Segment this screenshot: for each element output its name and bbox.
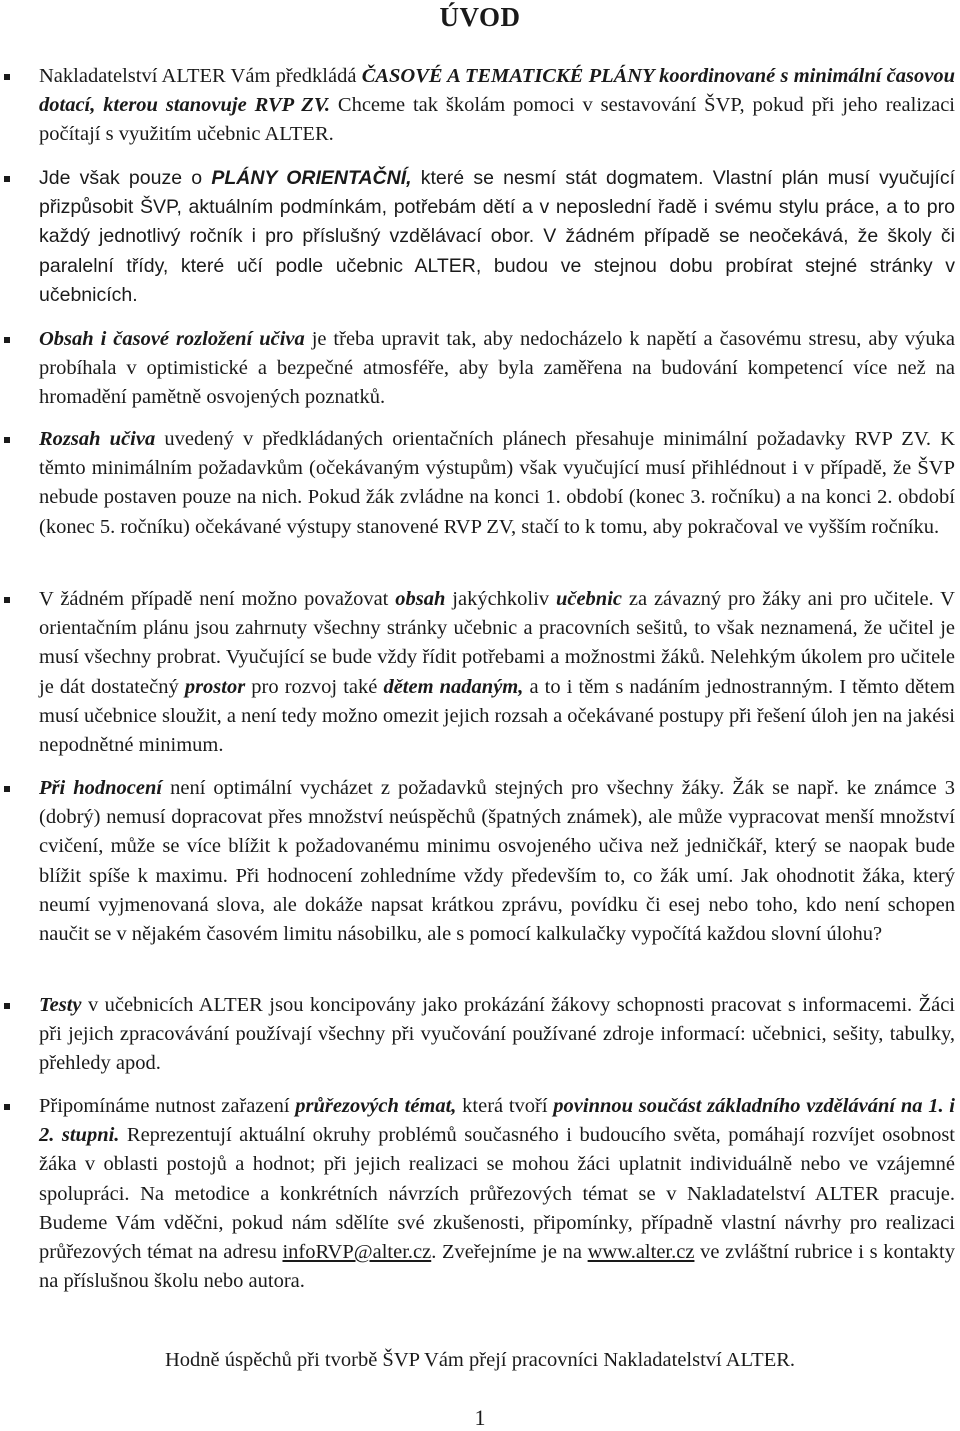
bullet-paragraph xyxy=(39,991,955,1079)
bullet-paragraph xyxy=(39,425,955,542)
text-segment: . Zveřejníme je na xyxy=(431,1241,588,1264)
text-segment: ve zvláštní rubrice i s kontakty na příslušnou školu nebo autora. xyxy=(39,1241,955,1293)
paragraph-text xyxy=(39,164,955,310)
emphasis-text: dětem nadaným, xyxy=(383,675,524,698)
link[interactable]: infoRVP@alter.cz xyxy=(282,1241,432,1264)
text-segment: jakýchkoliv xyxy=(445,588,556,610)
text-segment: které se nesmí stát dogmatem. Vlastní plán musí vyučující přizpůsobit ŠVP, aktuálním podmínkám, potřebám dětí a v neposlední řadě i svému stylu práce, a to pro každý jednotlivý ročník i pro příslušný vzdělávací obor. V žádném případě se neočekává, že školy či paralelní třídy, které učí podle učebnic ALTER, budou ve stejnou dobu probírat stejné stránky v učebnicích. xyxy=(39,167,955,306)
link[interactable]: www.alter.cz xyxy=(587,1241,695,1264)
closing-line: Hodně úspěchů při tvorbě ŠVP Vám přejí pracovníci Nakladatelství ALTER. xyxy=(164,1349,796,1371)
bullet-paragraph xyxy=(39,1092,955,1296)
text-segment: v učebnicích ALTER jsou koncipovány jako prokázání žákovy schopnosti pracovat s informacemi. Žáci při jejich zpracovávání používají všechny při vyučování používané zdroje informací: učebnici, sešity, tabulky, přehledy apod. xyxy=(39,994,955,1075)
bullet-paragraph xyxy=(39,62,955,150)
emphasis-text: obsah xyxy=(395,588,446,610)
bullet-paragraph xyxy=(39,164,955,310)
paragraph-text xyxy=(39,325,955,413)
bullet-square-icon xyxy=(4,1003,10,1009)
emphasis-text: povinnou součást základního vzdělávání na 1. i 2. stupni. xyxy=(39,1095,955,1147)
text-segment: je třeba upravit tak, aby nedocházelo k napětí a časovému stresu, aby výuka probíhala v optimistické a bezpečné atmosféře, aby byla zaměřena na budování kompetencí více než na hromadění pamětně osvojených poznatků. xyxy=(39,328,955,409)
paragraph-text xyxy=(39,62,955,150)
bullet-square-icon xyxy=(4,74,10,80)
page-number: 1 xyxy=(474,1405,486,1430)
bullet-paragraph xyxy=(39,774,955,949)
bullet-square-icon xyxy=(4,597,10,603)
text-segment: V žádném případě není možno považovat xyxy=(39,588,396,610)
bullet-square-icon xyxy=(4,176,10,182)
text-segment: Chceme tak školám pomoci v sestavování ŠVP, pokud při jeho realizaci počítají s využitím učebnic ALTER. xyxy=(39,94,956,146)
emphasis-text: Při hodnocení xyxy=(39,777,163,799)
emphasis-text: Testy xyxy=(39,994,82,1016)
text-segment: není optimální vycházet z požadavků stejných pro všechny žáky. Žák se např. ke známce 3 (dobrý) nemusí dopracovat přes množství neúspěchů (špatných známek), ale může vypracovat menší množství cvičení, může se více blížit k požadovanému minimu osvojeného učiva než jedničkář, který se naopak bude blížit spíše k maximu. Při hodnocení zohledníme vždy především to, co žák umí. Jak ohodnotit žáka, který neumí vyjmenovaná slova, ale dokáže napsat krátkou zprávu, povídku či esej nebo toho, kdo není schopen naučit se v nějakém časovém limitu násobilku, ale s pomocí kalkulačky vypočítá každou slovní úlohu? xyxy=(39,777,956,946)
emphasis-text: ČASOVÉ A TEMATICKÉ PLÁNY koordinované s minimální časovou dotací, kterou stanovuje RVP ZV. xyxy=(39,65,956,117)
paragraph-text xyxy=(39,991,955,1079)
page-title: ÚVOD xyxy=(439,2,521,32)
text-segment: Připomínáme nutnost zařazení xyxy=(39,1095,296,1117)
text-segment: uvedený v předkládaných orientačních plánech přesahuje minimální požadavky RVP ZV. K těmto minimálním požadavkům (očekávaným výstupům) však vyučující musí přihlédnout i v případě, že ŠVP nebude postaven pouze na nich. Pokud žák zvládne na konci 1. období (konec 3. ročníku) a na konci 2. období (konec 5. ročníku) očekávané výstupy stanovené RVP ZV, stačí to k tomu, aby pokračoval ve vyšším ročníku. xyxy=(39,428,956,538)
text-segment: Reprezentují aktuální okruhy problémů současného i budoucího světa, pomáhají rozvíjet osobnost žáka v oblasti postojů a hodnot; při jejich realizaci se mohou žáci uplatnit individuálně nebo ve vzájemné spolupráci. Na metodice a konkrétních návrzích průřezových témat se v Nakladatelství ALTER pracuje. Budeme Vám vděčni, pokud nám sdělíte své zkušenosti, připomínky, případně vlastní návrhy pro realizaci průřezových témat na adresu xyxy=(39,1124,956,1264)
text-segment: pro rozvoj také xyxy=(245,675,384,698)
paragraph-text xyxy=(39,774,955,949)
text-segment: která tvoří xyxy=(456,1095,554,1117)
emphasis-text: Obsah i časové rozložení učiva xyxy=(39,328,305,350)
emphasis-text: učebnic xyxy=(555,588,622,610)
bullet-square-icon xyxy=(4,786,10,792)
bullet-square-icon xyxy=(4,437,10,443)
paragraph-text xyxy=(39,1092,955,1296)
paragraph-text xyxy=(39,425,955,542)
emphasis-text: Rozsah učiva xyxy=(39,428,156,450)
bullet-paragraph xyxy=(39,585,955,760)
text-segment: Nakladatelství ALTER Vám předkládá xyxy=(39,65,362,87)
emphasis-text: PLÁNY ORIENTAČNÍ, xyxy=(211,167,412,189)
bullet-square-icon xyxy=(4,1104,10,1110)
emphasis-text: prostor xyxy=(184,675,246,698)
bullet-paragraph xyxy=(39,325,955,413)
text-segment: za závazný pro žáky ani pro učitele. V orientačním plánu jsou zahrnuty všechny stránky učebnic a pracovních sešitů, to však neznamená, že učitel je musí všechny probrat. Vyučující se bude vždy řídit potřebami a možnostmi žáků. Nelehkým úkolem pro učitele je dát dostatečný xyxy=(39,588,955,698)
emphasis-text: průřezových témat, xyxy=(295,1095,457,1117)
bullet-square-icon xyxy=(4,337,10,343)
paragraph-text xyxy=(39,585,955,760)
text-segment: Jde však pouze o xyxy=(39,167,212,189)
text-segment: a to i těm s nadáním jednostranným. I těmto dětem musí učebnice sloužit, a není tedy možno omezit jejich rozsah a očekávané postupy při řešení úloh jen na jakési nepodnětné minimum. xyxy=(39,675,955,757)
